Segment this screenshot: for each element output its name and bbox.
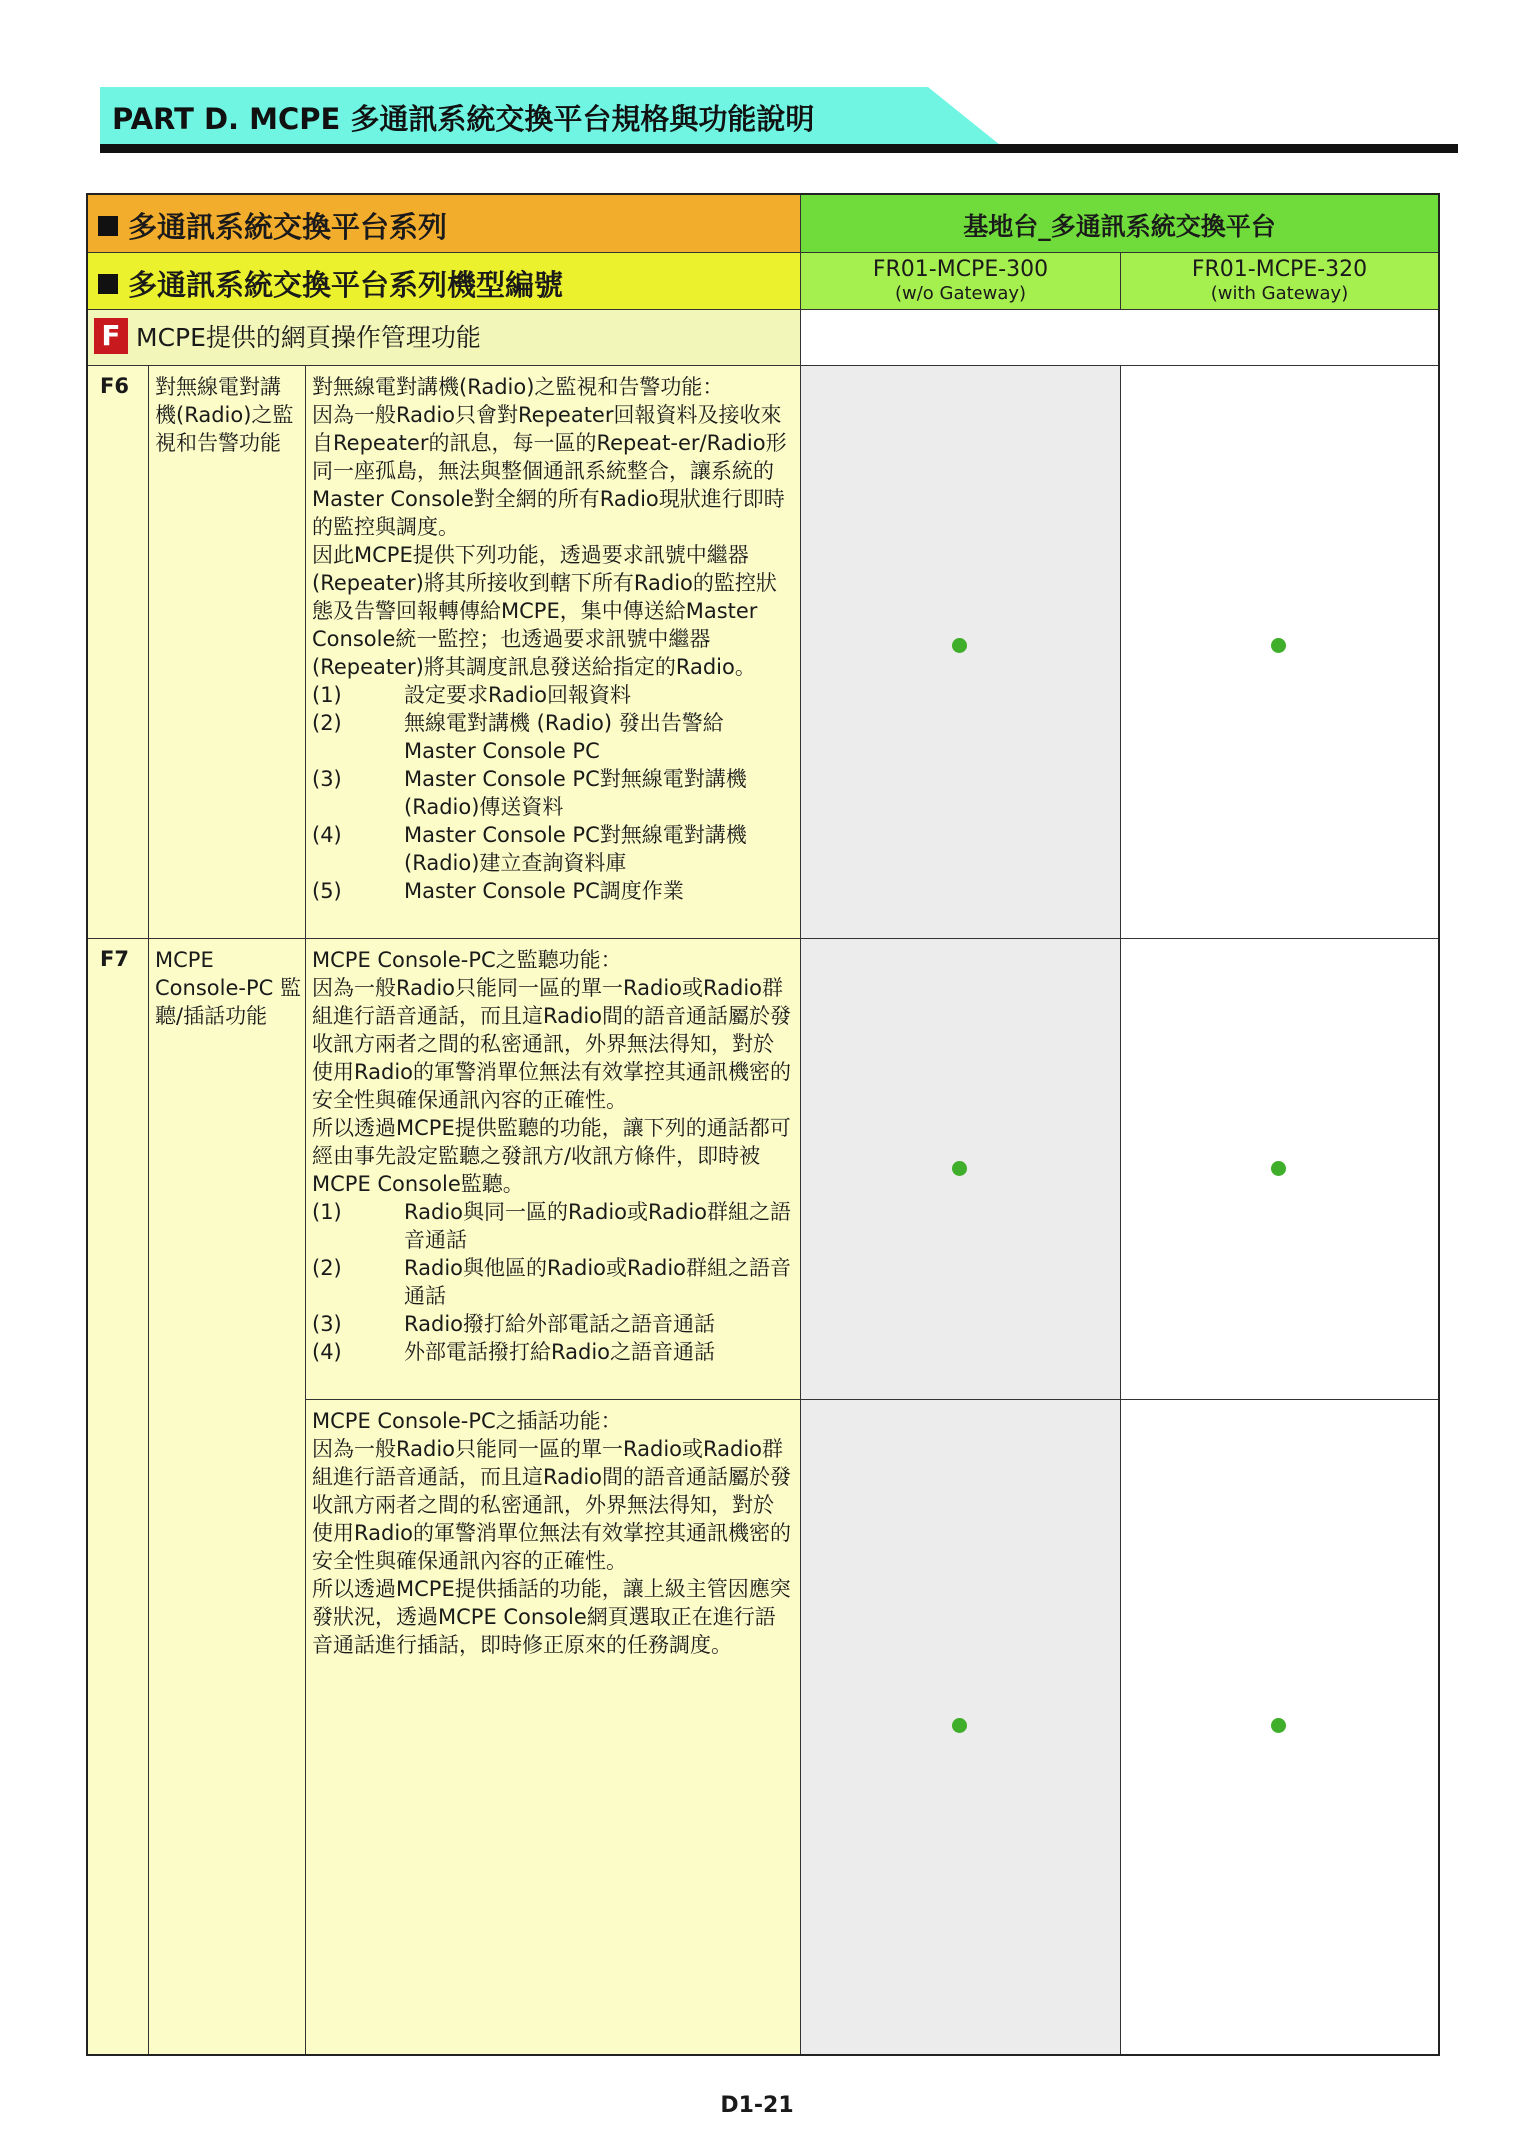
part-title: PART D. MCPE 多通訊系統交換平台規格與功能說明 [112, 102, 815, 136]
platform-group-label: 基地台_多通訊系統交換平台 [963, 212, 1276, 241]
square-bullet-icon [98, 216, 118, 236]
description-paragraph: 所以透過MCPE提供監聽的功能，讓下列的通話都可經由事先設定監聽之發訊方/收訊方條件，即時被MCPE Console監聽。 [312, 1116, 791, 1196]
description-paragraph: 因此MCPE提供下列功能，透過要求訊號中繼器(Repeater)將其所接收到轄下所有Radio的監控狀態及告警回報轉傳給MCPE，集中傳送給Master Console統一監控；也透過要求訊號中繼器(Repeater)將其調度訊息發送給指定的Radio。 [312, 543, 777, 679]
list-item: (5) Master Console PC調度作業 [312, 879, 684, 903]
platform-group-header [800, 195, 1438, 252]
description-paragraph: 因為一般Radio只會對Repeater回報資料及接收來自Repeater的訊息，每一區的Repeat-er/Radio形同一座孤島，無法與整個通訊系統整合，讓系統的Master Console對全網的所有Radio現狀進行即時的監控與調度。 [312, 403, 787, 539]
section-badge: F [94, 318, 128, 354]
row-name: MCPE Console-PC 監聽/插話功能 [155, 948, 301, 1028]
model-name: FR01-MCPE-300 [872, 257, 1049, 282]
row-description [312, 1407, 794, 1659]
series-header [88, 195, 800, 252]
description-paragraph: 對無線電對講機(Radio)之監視和告警功能： [312, 375, 724, 399]
model-note: (with Gateway) [1210, 283, 1349, 304]
row-name: 對無線電對講機(Radio)之監視和告警功能 [155, 375, 294, 455]
list-item: (1) 設定要求Radio回報資料 [312, 683, 632, 707]
support-dot [952, 1718, 967, 1733]
support-dot [952, 638, 967, 653]
list-item: (3) Master Console PC對無線電對講機 (Radio)傳送資料 [312, 767, 747, 819]
description-paragraph: 因為一般Radio只能同一區的單一Radio或Radio群組進行語音通話，而且這Radio間的語音通話屬於發收訊方兩者之間的私密通訊，外界無法得知，對於使用Radio的軍警消單位無法有效掌控其通訊機密的安全性與確保通訊內容的正確性。 [312, 1437, 792, 1573]
square-bullet-icon [98, 274, 118, 294]
support-dot [1271, 638, 1286, 653]
support-cell [1120, 365, 1438, 938]
row-name-cell [148, 365, 305, 938]
row-name-cell [148, 938, 305, 2054]
row-description-cell [305, 938, 800, 1399]
support-dot [952, 1161, 967, 1176]
row-code: F7 [100, 947, 129, 971]
series-label: 多通訊系統交換平台系列 [98, 205, 447, 246]
row-description [312, 373, 794, 905]
section-header-blank [800, 309, 1438, 365]
list-item: (2) Radio與他區的Radio或Radio群組之語音通話 [312, 1256, 792, 1308]
spec-table [86, 193, 1440, 2056]
description-paragraph: MCPE Console-PC之監聽功能： [312, 948, 622, 972]
table-row-code-cell [88, 365, 148, 938]
support-cell [800, 1399, 1120, 2054]
row-code: F6 [100, 374, 129, 398]
description-paragraph: 因為一般Radio只能同一區的單一Radio或Radio群組進行語音通話，而且這Radio間的語音通話屬於發收訊方兩者之間的私密通訊，外界無法得知，對於使用Radio的軍警消單位無法有效掌控其通訊機密的安全性與確保通訊內容的正確性。 [312, 976, 792, 1112]
list-item: (2) 無線電對講機 (Radio) 發出告警給 Master Console PC [312, 711, 724, 763]
support-cell [1120, 938, 1438, 1399]
list-item: (4) 外部電話撥打給Radio之語音通話 [312, 1340, 716, 1364]
list-item: (4) Master Console PC對無線電對講機 (Radio)建立查詢資料庫 [312, 823, 747, 875]
row-description [312, 946, 794, 1366]
part-banner [100, 87, 1000, 145]
support-cell [800, 938, 1120, 1399]
section-header [88, 309, 800, 365]
support-cell [1120, 1399, 1438, 2054]
model-column-1 [800, 252, 1120, 309]
section-title: F MCPE提供的網頁操作管理功能 [94, 318, 481, 354]
row-description-cell [305, 365, 800, 938]
description-paragraph: 所以透過MCPE提供插話的功能，讓上級主管因應突發狀況，透過MCPE Console網頁選取正在進行語音通話進行插話，即時修正原來的任務調度。 [312, 1577, 791, 1657]
list-item: (1) Radio與同一區的Radio或Radio群組之語音通話 [312, 1200, 792, 1252]
page-number: D1-21 [720, 2093, 794, 2118]
table-row-code-cell [88, 938, 148, 2054]
model-column-2 [1120, 252, 1438, 309]
model-header [88, 252, 800, 309]
list-item: (3) Radio撥打給外部電話之語音通話 [312, 1312, 716, 1336]
model-name: FR01-MCPE-320 [1191, 257, 1368, 282]
row-description-cell [305, 1399, 800, 2054]
model-label: 多通訊系統交換平台系列機型編號 [98, 263, 563, 304]
description-paragraph: MCPE Console-PC之插話功能： [312, 1409, 622, 1433]
support-dot [1271, 1718, 1286, 1733]
banner-rule [100, 144, 1458, 153]
model-note: (w/o Gateway) [894, 283, 1027, 304]
support-dot [1271, 1161, 1286, 1176]
support-cell [800, 365, 1120, 938]
